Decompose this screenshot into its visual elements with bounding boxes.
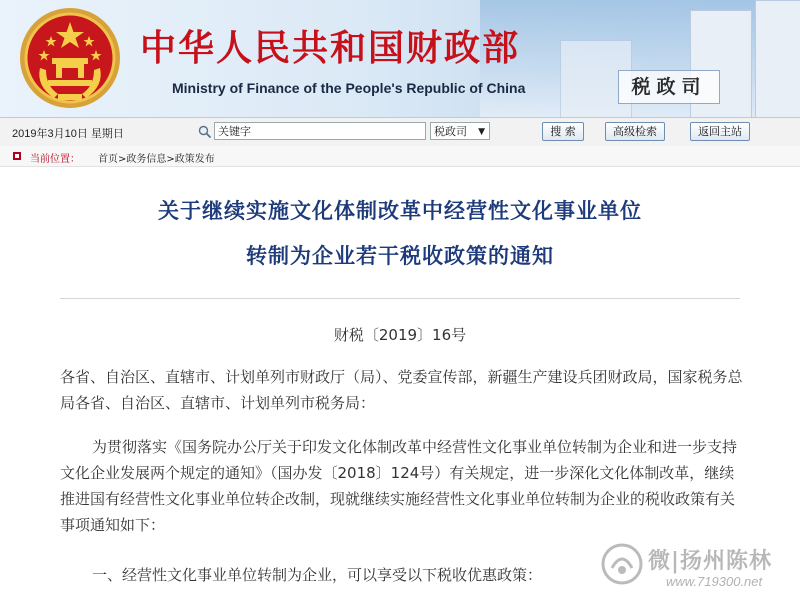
document-number: 财税〔2019〕16号 xyxy=(333,326,467,344)
ministry-title-english: Ministry of Finance of the People's Republic of China xyxy=(172,80,526,96)
search-scope-select[interactable] xyxy=(430,122,490,140)
watermark xyxy=(596,540,796,594)
breadcrumb-path[interactable]: 首页>政务信息>政策发布 xyxy=(98,154,215,165)
article-paragraph-section-1: 一、经营性文化事业单位转制为企业，可以享受以下税收优惠政策： xyxy=(92,566,543,584)
article-title-line-1: 关于继续实施文化体制改革中经营性文化事业单位 xyxy=(158,198,642,223)
chevron-down-icon: ▼ xyxy=(478,127,485,137)
search-icon xyxy=(198,125,212,139)
search-scope-value: 税政司 xyxy=(434,125,467,138)
breadcrumb xyxy=(0,146,800,167)
title-divider xyxy=(60,298,740,299)
return-home-button[interactable]: 返回主站 xyxy=(690,122,750,141)
breadcrumb-label: 当前位置： xyxy=(30,154,80,165)
banner-building xyxy=(755,0,800,117)
watermark-logo-icon xyxy=(600,542,644,586)
header-banner xyxy=(0,0,800,117)
toolbar xyxy=(0,117,800,147)
advanced-search-button[interactable]: 高级检索 xyxy=(605,122,665,141)
article-paragraph-intro: 为贯彻落实《国务院办公厅关于印发文化体制改革中经营性文化事业单位转制为企业和进一步支持文化企业发展两个规定的通知》（国办发〔2018〕124号）有关规定，进一步深化文化体制改革，继续推进国有经营性文化事业单位转企改制，现就继续实施经营性文化事业单位转制为企业的税收政策有关事项通知如下： xyxy=(60,438,738,534)
department-label: 税政司 xyxy=(618,70,720,104)
watermark-text: 微|扬州陈林 xyxy=(648,548,773,574)
breadcrumb-marker-icon xyxy=(12,151,22,161)
article-paragraph-recipients: 各省、自治区、直辖市、计划单列市财政厅（局）、党委宣传部，新疆生产建设兵团财政局，国家税务总局各省、自治区、直辖市、计划单列市税务局： xyxy=(60,368,743,412)
watermark-url: www.719300.net xyxy=(666,574,763,589)
search-input[interactable]: 关键字 xyxy=(214,122,426,140)
search-button[interactable]: 搜 索 xyxy=(542,122,584,141)
article-title-line-2: 转制为企业若干税收政策的通知 xyxy=(246,243,554,268)
current-date: 2019年3月10日 星期日 xyxy=(12,128,124,140)
ministry-title-chinese: 中华人民共和国财政部 xyxy=(140,27,521,69)
national-emblem-icon xyxy=(18,6,122,110)
